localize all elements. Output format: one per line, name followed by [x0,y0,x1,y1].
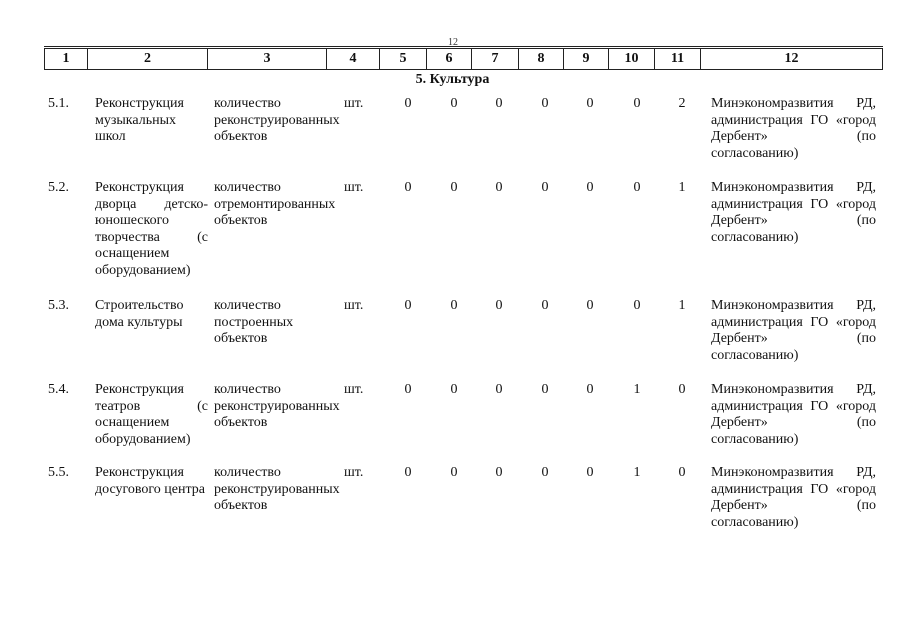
responsible: Минэкономразвития РД, администрация ГО «город Дербент» (по согласованию) [711,298,876,363]
value-col9: 0 [586,96,594,111]
indicator: количество построенных объектов [214,298,294,346]
value-col6: 0 [450,382,458,397]
value-col11: 0 [678,465,686,480]
value-col7: 0 [495,465,503,480]
value-col11: 1 [678,180,686,195]
indicator: количество реконструированных объектов [214,465,340,513]
value-col6: 0 [450,298,458,313]
value-col5: 0 [404,180,412,195]
section-title: 5. Культура [415,72,490,87]
value-col7: 0 [495,298,503,313]
value-col10: 0 [633,96,641,111]
value-col7: 0 [495,96,503,111]
value-col6: 0 [450,96,458,111]
value-col7: 0 [495,180,503,195]
header-cell: 5 [379,49,426,69]
row-number: 5.3. [48,298,69,313]
unit: шт. [344,382,364,397]
responsible: Минэкономразвития РД, администрация ГО «город Дербент» (по согласованию) [711,465,876,530]
value-col8: 0 [541,465,549,480]
indicator: количество реконструированных объектов [214,382,340,430]
value-col9: 0 [586,298,594,313]
measure-name: Строительство дома культуры [95,298,184,330]
unit: шт. [344,180,364,195]
header-cell: 10 [608,49,654,69]
header-cell: 3 [207,49,326,69]
header-cell: 2 [87,49,207,69]
responsible: Минэкономразвития РД, администрация ГО «город Дербент» (по согласованию) [711,382,876,447]
header-cell: 7 [471,49,518,69]
header-cell: 12 [700,49,883,69]
value-col8: 0 [541,382,549,397]
responsible: Минэкономразвития РД, администрация ГО «город Дербент» (по согласованию) [711,180,876,245]
row-number: 5.1. [48,96,69,111]
value-col6: 0 [450,180,458,195]
value-col9: 0 [586,382,594,397]
table-header [44,48,883,70]
measure-name: Реконструкция досугового центра [95,465,206,497]
header-cell: 11 [654,49,700,69]
header-cell: 8 [518,49,563,69]
measure-name: Реконструкция дворца детско-юношеского творчества (с оснащением оборудованием) [95,180,208,278]
value-col5: 0 [404,382,412,397]
value-col5: 0 [404,96,412,111]
header-cell: 6 [426,49,471,69]
value-col10: 0 [633,298,641,313]
header-cell: 9 [563,49,608,69]
row-number: 5.5. [48,465,69,480]
value-col11: 0 [678,382,686,397]
indicator: количество отремонтированных объектов [214,180,336,228]
measure-name: Реконструкция театров (с оснащением оборудованием) [95,382,208,447]
measure-name: Реконструкция музыкальных школ [95,96,184,144]
value-col9: 0 [586,180,594,195]
row-number: 5.2. [48,180,69,195]
value-col8: 0 [541,96,549,111]
page-number: 12 [448,37,458,48]
value-col7: 0 [495,382,503,397]
value-col11: 1 [678,298,686,313]
value-col10: 0 [633,180,641,195]
responsible: Минэкономразвития РД, администрация ГО «город Дербент» (по согласованию) [711,96,876,161]
indicator: количество реконструированных объектов [214,96,340,144]
row-number: 5.4. [48,382,69,397]
value-col8: 0 [541,298,549,313]
value-col8: 0 [541,180,549,195]
value-col11: 2 [678,96,686,111]
header-cell: 1 [44,49,87,69]
unit: шт. [344,465,364,480]
unit: шт. [344,298,364,313]
value-col9: 0 [586,465,594,480]
value-col10: 1 [633,382,641,397]
value-col5: 0 [404,298,412,313]
value-col6: 0 [450,465,458,480]
top-rule [44,46,883,47]
value-col5: 0 [404,465,412,480]
value-col10: 1 [633,465,641,480]
header-cell: 4 [326,49,379,69]
unit: шт. [344,96,364,111]
